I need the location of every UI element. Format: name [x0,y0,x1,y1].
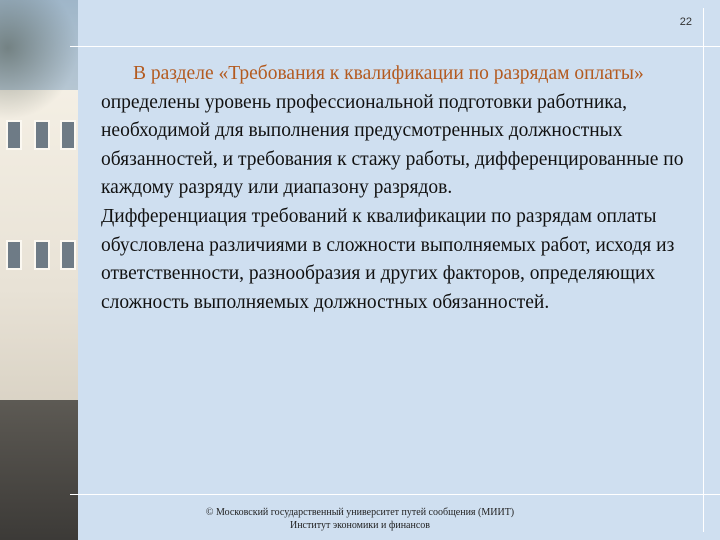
accent-text: В разделе «Требования к квалификации по разрядам оплаты» [133,63,644,84]
window [34,240,50,270]
footer-line-1: © Московский государственный университет путей сообщения (МИИТ) [205,507,515,518]
page-number: 22 [679,16,692,28]
slide-body [101,60,691,317]
window [34,120,50,150]
paragraph-1 [101,60,691,203]
ground [0,400,78,540]
tree-foliage [0,0,78,120]
paragraph-1-rest: определены уровень профессиональной подготовки работника, необходимой для выполнения предусмотренных должностных обязанностей, и требования к стажу работы, дифференцированные по каждому разряду или диапазону разрядов. [101,91,684,199]
footer-line-2: Институт экономики и финансов [289,520,431,531]
window [6,120,22,150]
window [60,120,76,150]
top-divider [70,46,720,47]
bottom-divider [70,494,720,495]
window [6,240,22,270]
right-divider [703,8,704,532]
window [60,240,76,270]
footer [200,506,520,532]
building-photo [0,0,78,540]
paragraph-2: Дифференциация требований к квалификации по разрядам оплаты обусловлена различиями в сложности выполняемых работ, исходя из ответственности, разнообразия и других факторов, определяющих сложность выполняемых должностных обязанностей. [101,205,675,313]
